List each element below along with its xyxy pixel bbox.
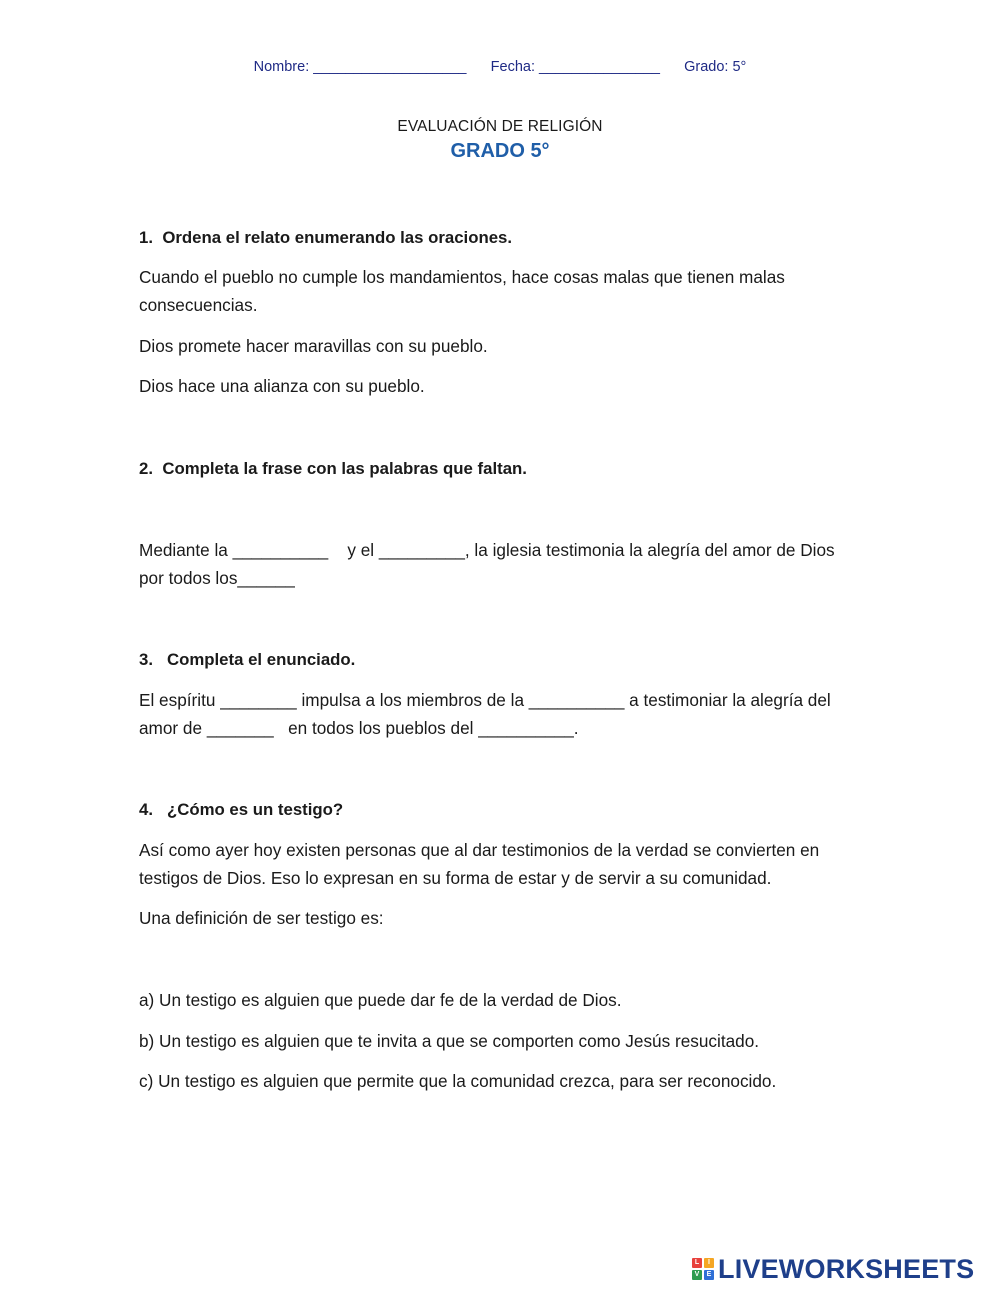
question-3 [139, 646, 864, 674]
student-info-line: Nombre: ___________________ Fecha: _______________ Grado: 5° [253, 59, 747, 75]
q2-fill-sentence: Mediante la __________ y el _________, la iglesia testimonia la alegría del amor de Dios por todos los______ [139, 540, 840, 588]
question-2 [139, 455, 864, 483]
q4-option-c[interactable]: c) Un testigo es alguien que permite que la comunidad crezca, para ser reconocido. [139, 1071, 777, 1091]
q1-sentence-1: Cuando el pueblo no cumple los mandamientos, hace cosas malas que tienen malas consecuencias. [139, 267, 790, 315]
q4-definition-prompt: Una definición de ser testigo es: [139, 908, 384, 928]
grade-title: GRADO 5° [450, 140, 550, 162]
q1-sentence-3: Dios hace una alianza con su pueblo. [139, 376, 425, 396]
liveworksheets-logo [692, 1254, 974, 1284]
logo-mark-v: V [692, 1270, 702, 1280]
question-2-heading: 2. Completa la frase con las palabras que faltan. [139, 459, 527, 478]
q3-fill-sentence: El espíritu ________ impulsa a los miembros de la __________ a testimoniar la alegría del amor de _______ en todos los pueblos del __________. [139, 690, 836, 738]
logo-mark-e: E [704, 1270, 714, 1280]
question-1 [139, 224, 864, 252]
question-4-heading: 4. ¿Cómo es un testigo? [139, 800, 344, 819]
question-1-heading: 1. Ordena el relato enumerando las oraciones. [139, 228, 513, 247]
q4-option-b[interactable]: b) Un testigo es alguien que te invita a que se comporten como Jesús resucitado. [139, 1031, 760, 1051]
question-3-heading: 3. Completa el enunciado. [139, 650, 356, 669]
q1-sentence-2: Dios promete hacer maravillas con su pueblo. [139, 336, 488, 356]
question-4 [139, 796, 864, 824]
logo-mark-icon [692, 1258, 714, 1280]
logo-mark-l: L [692, 1258, 702, 1268]
evaluation-title: EVALUACIÓN DE RELIGIÓN [397, 118, 603, 135]
logo-text: LIVEWORKSHEETS [718, 1253, 975, 1284]
logo-mark-i: I [704, 1258, 714, 1268]
q4-intro-paragraph: Así como ayer hoy existen personas que al dar testimonios de la verdad se convierten en testigos de Dios. Eso lo expresan en su forma de estar y de servir a su comunidad. [139, 840, 825, 888]
q4-option-a[interactable]: a) Un testigo es alguien que puede dar fe de la verdad de Dios. [139, 990, 622, 1010]
